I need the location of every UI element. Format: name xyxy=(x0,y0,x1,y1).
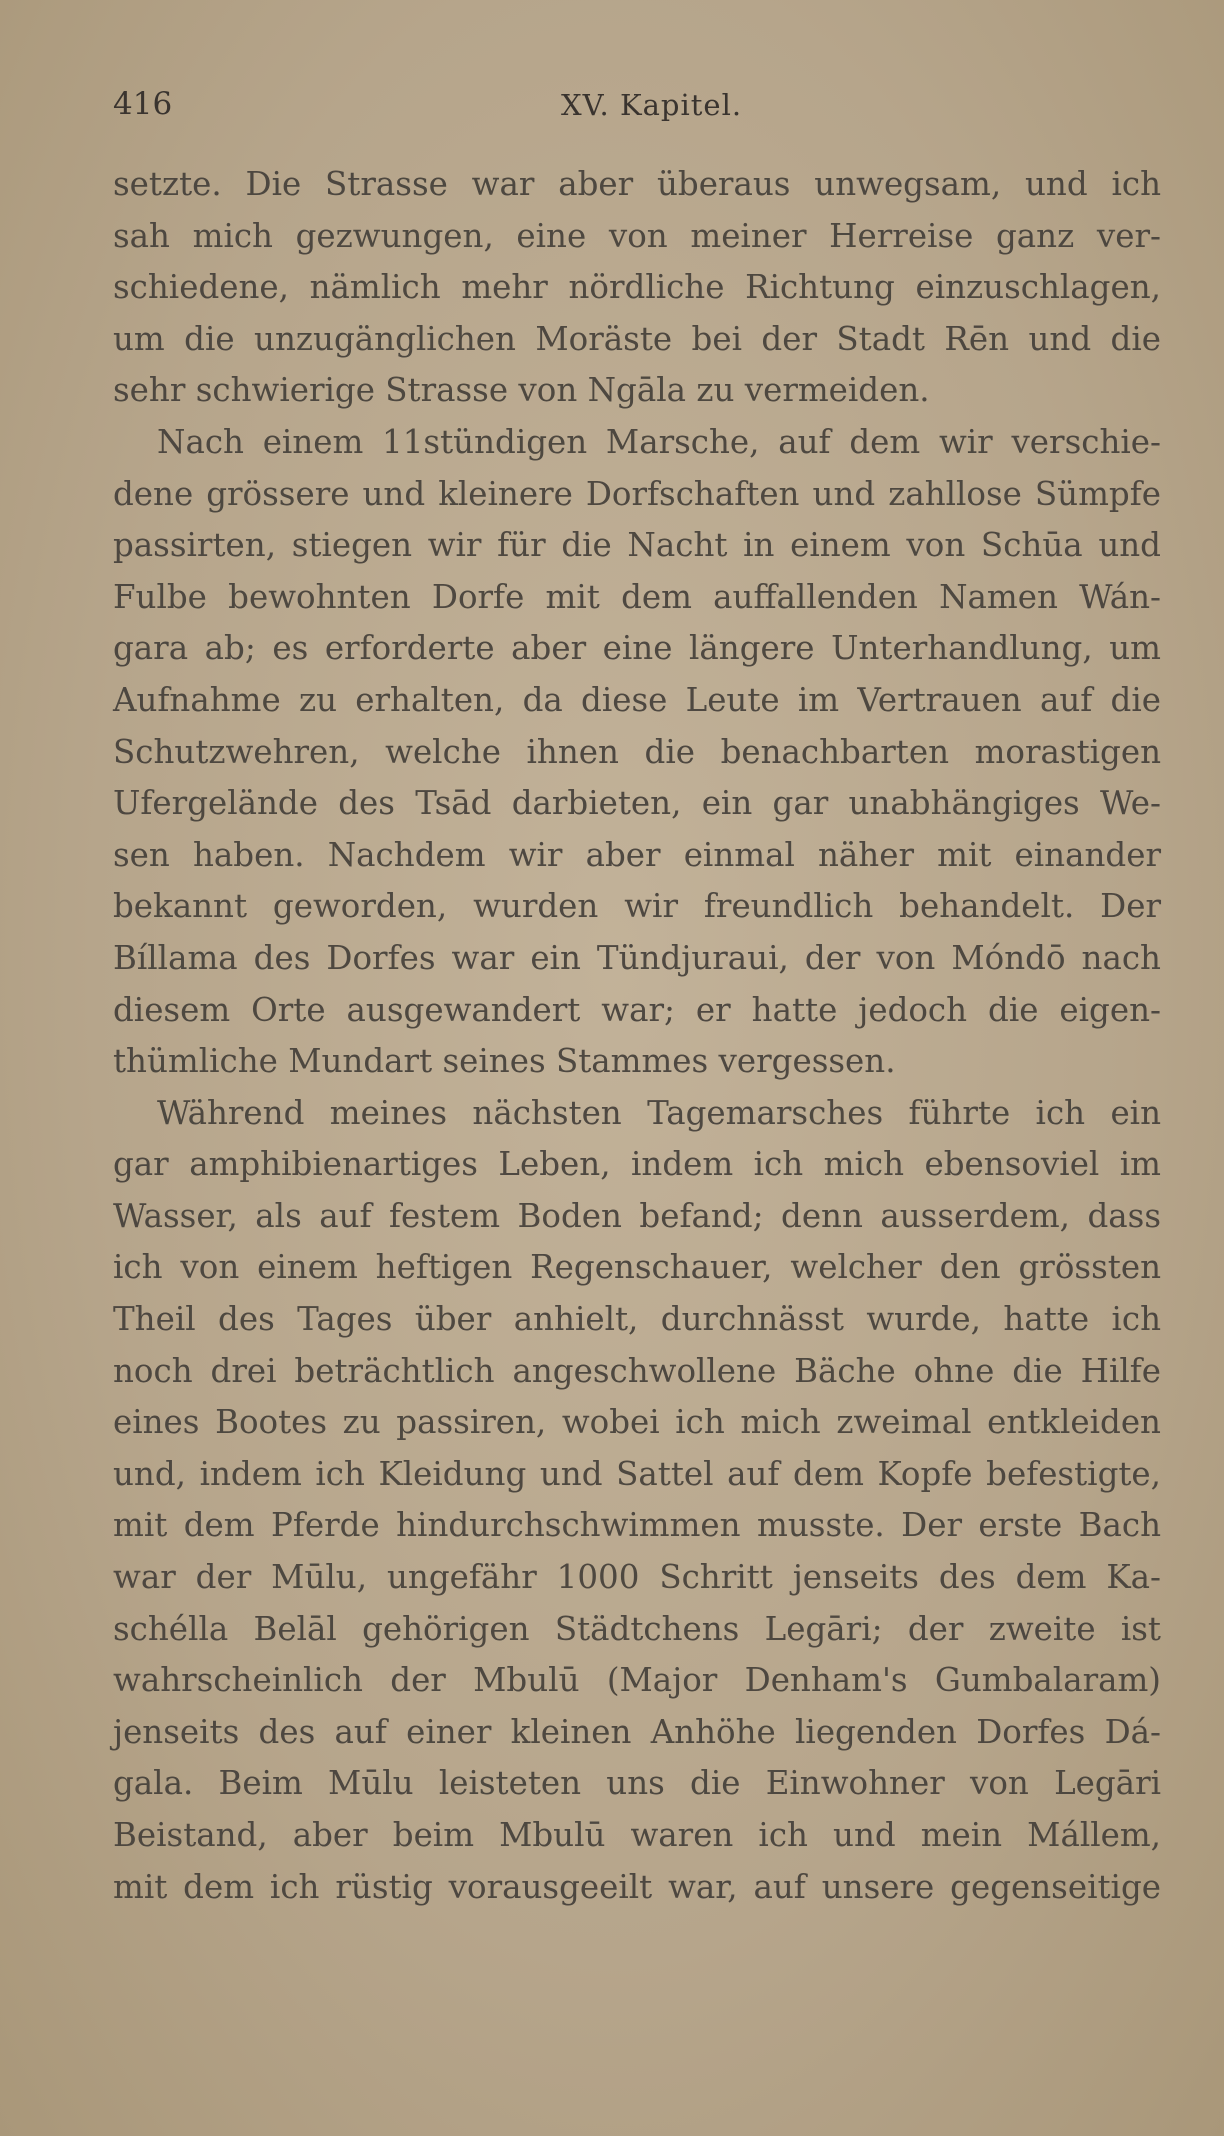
text-line: schiedene, nämlich mehr nördliche Richtung einzuschlagen, xyxy=(113,268,1161,307)
text-line: und, indem ich Kleidung und Sattel auf dem Kopfe befestigte, xyxy=(113,1454,1161,1493)
text-line: passirten, stiegen wir für die Nacht in einem von Schūa und xyxy=(113,526,1161,565)
text-line: setzte. Die Strasse war aber überaus unwegsam, und ich xyxy=(113,165,1161,203)
text-line: sah mich gezwungen, eine von meiner Herreise ganz ver- xyxy=(113,216,1161,255)
text-line: diesem Orte ausgewandert war; er hatte jedoch die eigen- xyxy=(113,990,1161,1029)
text-line: Wasser, als auf festem Boden befand; denn ausserdem, dass xyxy=(113,1196,1161,1235)
text-line: gar amphibienartiges Leben, indem ich mich ebensoviel im xyxy=(113,1145,1161,1184)
text-line: um die unzugänglichen Moräste bei der Stadt Rēn und die xyxy=(113,319,1161,358)
text-line: gara ab; es erforderte aber eine längere Unterhandlung, um xyxy=(113,629,1161,668)
text-line: jenseits des auf einer kleinen Anhöhe liegenden Dorfes Dá- xyxy=(113,1712,1161,1751)
text-line: Beistand, aber beim Mbulū waren ich und mein Mállem, xyxy=(113,1816,1161,1854)
running-title: XV. Kapitel. xyxy=(561,88,743,122)
text-line: dene grössere und kleinere Dorfschaften und zahllose Sümpfe xyxy=(113,474,1161,513)
text-line: war der Mūlu, ungefähr 1000 Schritt jenseits des dem Ka- xyxy=(113,1558,1161,1597)
text-line: Aufnahme zu erhalten, da diese Leute im Vertrauen auf die xyxy=(113,680,1161,719)
text-line: schélla Belāl gehörigen Städtchens Legāri; der zweite ist xyxy=(113,1609,1161,1648)
text-line: eines Bootes zu passiren, wobei ich mich zweimal entkleiden xyxy=(113,1403,1161,1442)
text-line: sen haben. Nachdem wir aber einmal näher mit einander xyxy=(113,835,1161,874)
text-line: Fulbe bewohnten Dorfe mit dem auffallenden Namen Wán- xyxy=(113,577,1161,616)
text-line: sehr schwierige Strasse von Ngāla zu vermeiden. xyxy=(113,371,930,410)
page-number: 416 xyxy=(113,86,173,122)
text-line: Ufergelände des Tsād darbieten, ein gar unabhängiges We- xyxy=(113,784,1161,823)
text-line: Schutzwehren, welche ihnen die benachbarten morastigen xyxy=(113,732,1161,771)
text-line: Während meines nächsten Tagemarsches führte ich ein xyxy=(157,1093,1161,1132)
text-line: Nach einem 11stündigen Marsche, auf dem wir verschie- xyxy=(157,422,1161,461)
text-line: wahrscheinlich der Mbulū (Major Denham's Gumbalaram) xyxy=(113,1661,1161,1700)
text-line: gala. Beim Mūlu leisteten uns die Einwohner von Legāri xyxy=(113,1764,1161,1803)
text-line: ich von einem heftigen Regenschauer, welcher den grössten xyxy=(113,1248,1161,1287)
text-line: Theil des Tages über anhielt, durchnässt wurde, hatte ich xyxy=(113,1300,1161,1339)
text-line: bekannt geworden, wurden wir freundlich behandelt. Der xyxy=(113,887,1161,926)
body-text xyxy=(113,159,1161,1913)
text-line: noch drei beträchtlich angeschwollene Bäche ohne die Hilfe xyxy=(113,1351,1161,1390)
text-line: Bíllama des Dorfes war ein Tündjuraui, der von Móndō nach xyxy=(113,938,1161,977)
text-line: mit dem ich rüstig vorausgeeilt war, auf unsere gegenseitige xyxy=(113,1867,1161,1906)
text-line: mit dem Pferde hindurchschwimmen musste. Der erste Bach xyxy=(113,1506,1161,1545)
page-header xyxy=(113,86,1173,136)
text-line: thümliche Mundart seines Stammes vergessen. xyxy=(113,1042,896,1081)
